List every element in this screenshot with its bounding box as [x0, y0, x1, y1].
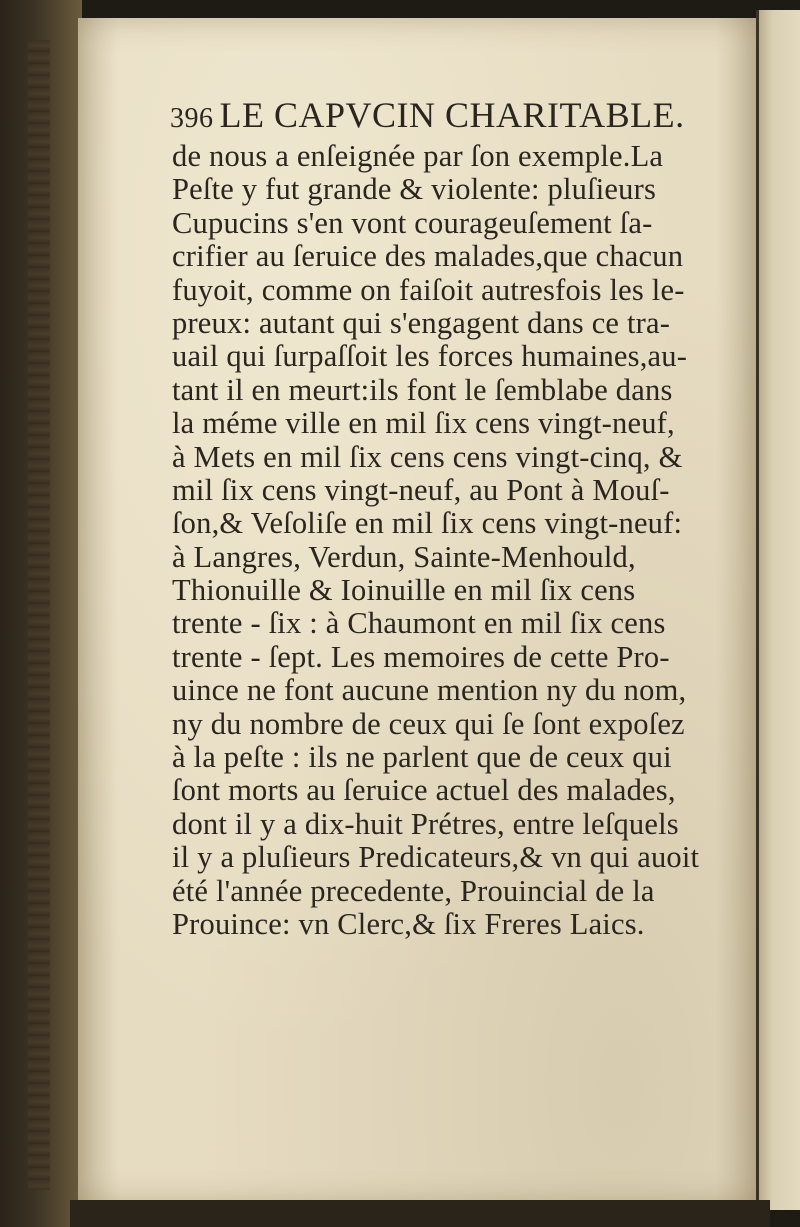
- text-line: dont il y a dix-huit Prétres, entre leſquels: [172, 806, 679, 841]
- text-line: Cupucins s'en vont courageuſement ſa-: [172, 205, 653, 240]
- running-head-title: LE CAPVCIN CHARITABLE.: [219, 95, 685, 135]
- text-line: il y a pluſieurs Predicateurs,& vn qui auoit: [172, 840, 700, 875]
- text-line: ſon,& Veſoliſe en mil ſix cens vingt-neuf:: [172, 506, 683, 541]
- text-line: trente - ſix : à Chaumont en mil ſix cens: [172, 606, 666, 641]
- text-line: la méme ville en mil ſix cens vingt-neuf,: [172, 406, 675, 441]
- text-line: fuyoit, comme on faiſoit autresfois les le-: [172, 272, 685, 307]
- text-line: à la peſte : ils ne parlent que de ceux qui: [172, 740, 672, 775]
- page-bottom-edge: [70, 1200, 770, 1227]
- facing-page-edge: [756, 10, 800, 1210]
- text-line: Peſte y fut grande & violente: pluſieurs: [172, 172, 657, 207]
- text-line: uince ne font aucune mention ny du nom,: [172, 673, 687, 708]
- text-line: ſont morts au ſeruice actuel des malades,: [172, 773, 676, 808]
- text-line: trente - ſept. Les memoires de cette Pro-: [172, 639, 670, 674]
- facing-page-bleed: [765, 90, 800, 154]
- text-line: à Langres, Verdun, Sainte-Menhould,: [172, 539, 636, 574]
- page-number: 396: [170, 103, 214, 134]
- text-line: Prouince: vn Clerc,& ſix Freres Laics.: [172, 906, 645, 941]
- page-text-block: [172, 94, 732, 941]
- text-line: Thionuille & Ioinuille en mil ſix cens: [172, 573, 636, 608]
- running-header: [170, 94, 732, 140]
- text-line: tant il en meurt:ils font le ſemblabe dans: [172, 372, 673, 407]
- text-line: à Mets en mil ſix cens cens vingt-cinq, &: [172, 439, 683, 474]
- text-line: crifier au ſeruice des malades,que chacun: [172, 239, 684, 274]
- book-binding: [0, 0, 82, 1227]
- text-line: uail qui ſurpaſſoit les forces humaines,au-: [172, 339, 688, 374]
- text-line: été l'année precedente, Prouincial de la: [172, 873, 655, 908]
- text-line: preux: autant qui s'engagent dans ce tra-: [172, 305, 671, 340]
- text-line: de nous a enſeignée par ſon exemple.La: [172, 139, 664, 173]
- text-line: ny du nombre de ceux qui ſe ſont expoſez: [172, 706, 685, 741]
- text-line: mil ſix cens vingt-neuf, au Pont à Mouſ-: [172, 472, 670, 507]
